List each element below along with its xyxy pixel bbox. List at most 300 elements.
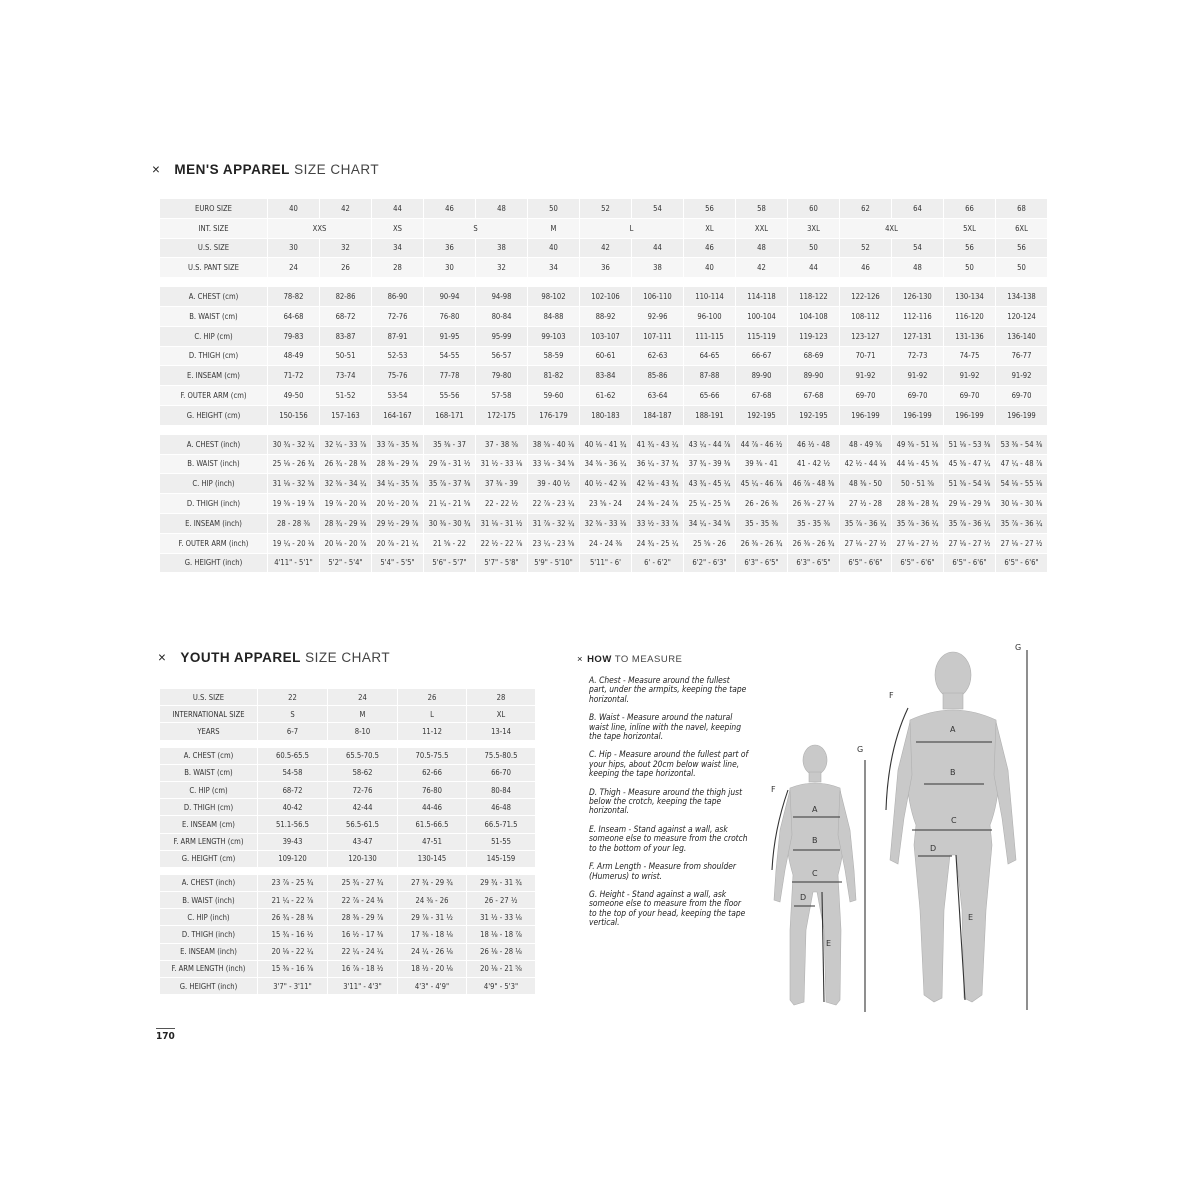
table-cell: 11-12 [398,723,467,740]
table-cell: 3'11" - 4'3" [328,978,398,995]
how-title-bold: HOW [587,654,612,665]
table-cell: 30 [268,239,320,259]
table-cell: 13-14 [467,723,536,740]
row-label: D. THIGH (inch) [160,926,258,943]
table-cell: 32 [476,258,528,278]
row-label: D. THIGH (cm) [160,799,258,816]
how-item-height: G. Height - Stand against a wall, ask someone else to measure from the floor to the top of your head, keeping the tape vertical. [589,888,746,928]
table-cell: 115-119 [736,327,788,347]
table-cell: 172-175 [476,406,528,426]
table-cell: 94-98 [476,287,528,307]
table-cell: 51 ⅝ - 54 ⅛ [944,474,996,494]
table-cell: 60 [788,199,840,219]
row-label: A. CHEST (cm) [160,287,268,307]
table-row [160,406,1048,426]
table-cell: 48 [736,239,788,259]
close-icon: × [152,162,161,177]
table-cell: 26 ⅜ - 27 ⅛ [788,494,840,514]
table-cell: 49 ⅝ - 51 ⅛ [892,435,944,455]
table-cell: 28 - 28 ⅜ [268,514,320,534]
row-label: A. CHEST (cm) [160,748,258,765]
table-cell: 109-120 [258,851,328,868]
table-cell: 6'5" - 6'6" [892,554,944,574]
row-label: D. THIGH (inch) [160,494,268,514]
row-label: E. INSEAM (inch) [160,944,258,961]
table-row [160,706,536,723]
table-cell: 31 ½ - 33 ⅛ [467,909,536,926]
table-cell: 19 ¼ - 20 ⅛ [268,534,320,554]
svg-text:E: E [826,939,832,948]
table-cell: 26 - 26 ⅜ [736,494,788,514]
table-cell: 69-70 [840,386,892,406]
table-cell: 27 ⅛ - 27 ½ [996,534,1048,554]
table-cell: 6'5" - 6'6" [944,554,996,574]
table-cell: 37 - 38 ⅝ [476,435,528,455]
table-cell: XL [467,706,536,723]
table-cell: 6XL [996,219,1048,239]
table-cell: 126-130 [892,287,944,307]
table-cell: 31 ⅞ - 32 ¼ [528,514,580,534]
table-cell: 15 ¾ - 16 ½ [258,926,328,943]
table-cell: 164-167 [372,406,424,426]
table-cell: 82-86 [320,287,372,307]
table-cell: 36 ¼ - 37 ¾ [632,455,684,475]
table-cell: 62-66 [398,765,467,782]
men-title-bold: MEN'S APPAREL [174,162,290,177]
table-cell: 59-60 [528,386,580,406]
table-cell: 61-62 [580,386,632,406]
table-cell: 53-54 [372,386,424,406]
table-cell: 30 ¾ - 32 ¼ [268,435,320,455]
table-cell: 80-84 [467,782,536,799]
table-cell: 130-145 [398,851,467,868]
svg-text:G: G [857,745,864,754]
table-cell: 120-124 [996,307,1048,327]
table-cell: 130-134 [944,287,996,307]
table-cell: 89-90 [788,366,840,386]
youth-size-chart-title [158,650,390,665]
table-cell: 5'6" - 5'7" [424,554,476,574]
table-cell: 23 ⅞ - 25 ¾ [258,875,328,892]
table-cell: 69-70 [892,386,944,406]
table-cell: 6'5" - 6'6" [996,554,1048,574]
row-label: U.S. PANT SIZE [160,258,268,278]
table-cell: 51-52 [320,386,372,406]
table-cell: 67-68 [736,386,788,406]
table-cell: 18 ½ - 20 ⅛ [398,961,467,978]
table-cell: 32 ⅝ - 33 ⅛ [580,514,632,534]
men-size-table [160,199,1048,573]
table-cell: 27 ¾ - 29 ¾ [398,875,467,892]
how-item-arm: F. Arm Length - Measure from shoulder (Humerus) to wrist. [589,861,737,881]
table-cell: 22 ⅞ - 23 ¼ [528,494,580,514]
table-cell: 30 ⅜ - 30 ¾ [424,514,476,534]
table-row [160,909,536,926]
table-cell: 34 ¼ - 35 ⅞ [372,474,424,494]
row-label: F. ARM LENGTH (inch) [160,961,258,978]
table-cell: 32 ¼ - 33 ⅞ [320,435,372,455]
table-row [160,961,536,978]
row-label: E. INSEAM (cm) [160,366,268,386]
table-cell: 35 ⅞ - 36 ¼ [996,514,1048,534]
table-cell: 66 [944,199,996,219]
how-item-waist: B. Waist - Measure around the natural waist line, inline with the navel, keeping the tape horizontal. [589,712,741,742]
table-cell: 62 [840,199,892,219]
youth-title-bold: YOUTH APPAREL [180,650,301,665]
table-cell: 86-90 [372,287,424,307]
table-cell: 46 ⅞ - 48 ⅜ [788,474,840,494]
table-cell: 26 ⅜ - 26 ¾ [788,534,840,554]
table-cell: 58-62 [328,765,398,782]
table-cell: 30 ⅛ - 30 ⅜ [996,494,1048,514]
table-cell: 145-159 [467,851,536,868]
adult-body-figure [890,652,1016,1002]
table-cell: 56 [996,239,1048,259]
table-cell: 192-195 [736,406,788,426]
table-cell: 56 [944,239,996,259]
table-cell: 99-103 [528,327,580,347]
table-row [160,875,536,892]
table-cell: 4'11" - 5'1" [268,554,320,574]
row-label: U.S. SIZE [160,239,268,259]
table-cell: 44-46 [398,799,467,816]
table-cell: 6'5" - 6'6" [840,554,892,574]
row-label: B. WAIST (cm) [160,765,258,782]
row-label: B. WAIST (inch) [160,892,258,909]
table-cell: 87-91 [372,327,424,347]
table-cell: 6'2" - 6'3" [684,554,736,574]
table-cell: 68-69 [788,347,840,367]
table-cell: 48 [476,199,528,219]
table-row [160,534,1048,554]
table-cell: 66.5-71.5 [467,816,536,833]
table-cell: 188-191 [684,406,736,426]
table-cell: 74-75 [944,347,996,367]
table-row [160,258,1048,278]
table-cell: 69-70 [996,386,1048,406]
table-cell: 5'4" - 5'5" [372,554,424,574]
close-icon: × [577,654,584,665]
table-row [160,816,536,833]
table-cell: 91-92 [840,366,892,386]
table-cell: 24 ¼ - 26 ⅛ [398,944,467,961]
table-cell: S [424,219,528,239]
table-cell: 25 ¾ - 27 ¾ [328,875,398,892]
table-cell: 35 ⅞ - 36 ¼ [840,514,892,534]
svg-text:D: D [800,893,807,902]
table-cell: 48 - 49 ⅝ [840,435,892,455]
table-cell: 192-195 [788,406,840,426]
table-cell: 80-84 [476,307,528,327]
table-cell: 91-92 [996,366,1048,386]
table-cell: 34 [372,239,424,259]
table-cell: 21 ¼ - 22 ⅞ [258,892,328,909]
table-cell: 55-56 [424,386,476,406]
table-cell: 23 ⅝ - 24 [580,494,632,514]
table-cell: 66-70 [467,765,536,782]
table-cell: 73-74 [320,366,372,386]
table-cell: 38 [476,239,528,259]
youth-size-table [160,689,536,995]
row-label: A. CHEST (inch) [160,435,268,455]
table-row [160,514,1048,534]
table-row [160,851,536,868]
row-label: E. INSEAM (inch) [160,514,268,534]
table-cell: 35 ⅞ - 36 ¼ [892,514,944,534]
table-cell: 51 ⅛ - 53 ⅜ [944,435,996,455]
table-cell: 134-138 [996,287,1048,307]
table-row [160,327,1048,347]
how-to-measure-title [577,654,682,665]
table-cell: 20 ½ - 20 ⅞ [372,494,424,514]
table-cell: XL [684,219,736,239]
table-cell: 40 [684,258,736,278]
how-item-inseam: E. Inseam - Stand against a wall, ask someone else to measure from the crotch to the bottom of your leg. [589,823,748,853]
table-cell: 47-51 [398,834,467,851]
table-cell: 32 ⅝ - 34 ¼ [320,474,372,494]
table-cell: 90-94 [424,287,476,307]
table-cell: 52-53 [372,347,424,367]
table-cell: 27 ⅛ - 27 ½ [944,534,996,554]
table-cell: 107-111 [632,327,684,347]
table-cell: 22 - 22 ½ [476,494,528,514]
table-cell: 50 [996,258,1048,278]
table-row [160,944,536,961]
table-cell: L [398,706,467,723]
table-cell: 6'3" - 6'5" [736,554,788,574]
table-cell: 20 ⅛ - 22 ¼ [258,944,328,961]
table-cell: 196-199 [840,406,892,426]
table-cell: 26 ⅛ - 28 ⅛ [467,944,536,961]
table-cell: 56 [684,199,736,219]
table-cell: 70.5-75.5 [398,748,467,765]
table-cell: 118-122 [788,287,840,307]
table-cell: 57-58 [476,386,528,406]
svg-text:B: B [812,836,818,845]
table-cell: 69-70 [944,386,996,406]
table-cell: 157-163 [320,406,372,426]
table-cell: 63-64 [632,386,684,406]
table-cell: 27 ½ - 28 [840,494,892,514]
table-cell: 91-95 [424,327,476,347]
table-cell: 24 [328,689,398,706]
table-cell: 48 [892,258,944,278]
table-cell: 89-90 [736,366,788,386]
table-cell: 79-80 [476,366,528,386]
table-cell: 36 [424,239,476,259]
table-row [160,834,536,851]
table-row [160,219,1048,239]
table-cell: 66-67 [736,347,788,367]
table-cell: 40-42 [258,799,328,816]
table-cell: 19 ⅞ - 20 ⅛ [320,494,372,514]
table-cell: 103-107 [580,327,632,347]
table-cell: 42 [320,199,372,219]
table-cell: 77-78 [424,366,476,386]
table-cell: 180-183 [580,406,632,426]
close-icon: × [158,650,167,665]
table-cell: 17 ⅜ - 18 ⅛ [398,926,467,943]
table-cell: L [580,219,684,239]
svg-text:E: E [968,913,974,922]
table-cell: 39 - 40 ½ [528,474,580,494]
table-cell: 56-57 [476,347,528,367]
table-cell: 42 ⅛ - 43 ¾ [632,474,684,494]
table-cell: 39 ⅜ - 41 [736,455,788,475]
table-cell: 44 ⅛ - 45 ⅝ [892,455,944,475]
table-cell: 36 [580,258,632,278]
table-cell: 40 [528,239,580,259]
table-cell: 65.5-70.5 [328,748,398,765]
page-number: 170 [156,1028,175,1042]
table-cell: XXL [736,219,788,239]
table-cell: 26 ⅜ - 26 ¾ [736,534,788,554]
table-cell: 29 ½ - 29 ⅞ [372,514,424,534]
table-cell: 54 [892,239,944,259]
table-cell: 24 ¾ - 25 ¼ [632,534,684,554]
how-item-hip: C. Hip - Measure around the fullest part of your hips, about 20cm below waist line, keeping the tape horizontal. [589,749,749,779]
table-cell: 68 [996,199,1048,219]
table-cell: 83-84 [580,366,632,386]
table-cell: 29 ⅞ - 31 ½ [398,909,467,926]
table-row [160,926,536,943]
row-label: EURO SIZE [160,199,268,219]
table-cell: 45 ¼ - 46 ⅞ [736,474,788,494]
table-cell: 114-118 [736,287,788,307]
table-cell: 29 ⅛ - 29 ⅝ [944,494,996,514]
table-cell: 67-68 [788,386,840,406]
table-cell: 50 [528,199,580,219]
table-cell: 33 ½ - 33 ⅞ [632,514,684,534]
row-label: B. WAIST (inch) [160,455,268,475]
table-cell: 20 ⅛ - 20 ⅞ [320,534,372,554]
table-cell: 34 ¼ - 34 ⅝ [684,514,736,534]
table-cell: 35 ⅞ - 37 ⅜ [424,474,476,494]
table-cell: 83-87 [320,327,372,347]
table-row [160,474,1048,494]
svg-text:C: C [951,816,957,825]
table-cell: 168-171 [424,406,476,426]
row-label: F. OUTER ARM (cm) [160,386,268,406]
row-label: F. OUTER ARM (inch) [160,534,268,554]
table-cell: 91-92 [944,366,996,386]
table-cell: 24 [268,258,320,278]
table-cell: 68-72 [320,307,372,327]
row-label: G. HEIGHT (inch) [160,978,258,995]
table-cell: 176-179 [528,406,580,426]
table-cell: 131-136 [944,327,996,347]
table-cell: 44 [788,258,840,278]
table-cell: 22 [258,689,328,706]
svg-text:F: F [771,785,776,794]
table-cell: 43 ¼ - 44 ⅞ [684,435,736,455]
how-title-light: TO MEASURE [614,654,683,665]
table-cell: 81-82 [528,366,580,386]
table-cell: 56.5-61.5 [328,816,398,833]
table-cell: 4XL [840,219,944,239]
row-label: F. ARM LENGTH (cm) [160,834,258,851]
table-cell: 24 ⅜ - 26 [398,892,467,909]
table-cell: 49-50 [268,386,320,406]
table-row [160,978,536,995]
table-cell: 108-112 [840,307,892,327]
table-cell: 46 [424,199,476,219]
table-cell: 54 [632,199,684,219]
table-cell: 24 - 24 ⅜ [580,534,632,554]
table-cell: 42 [736,258,788,278]
table-cell: M [328,706,398,723]
table-cell: 24 ⅜ - 24 ⅞ [632,494,684,514]
table-cell: 196-199 [996,406,1048,426]
table-cell: 42 ½ - 44 ⅛ [840,455,892,475]
table-cell: 37 ⅜ - 39 [476,474,528,494]
table-cell: 43-47 [328,834,398,851]
table-cell: 30 [424,258,476,278]
table-cell: 26 ¾ - 28 ⅜ [258,909,328,926]
table-cell: M [528,219,580,239]
table-cell: 52 [580,199,632,219]
table-cell: 25 ⅝ - 26 [684,534,736,554]
table-cell: 28 ⅜ - 28 ¾ [892,494,944,514]
table-cell: 72-76 [372,307,424,327]
table-cell: 75.5-80.5 [467,748,536,765]
table-cell: 4'9" - 5'3" [467,978,536,995]
table-cell: 38 [632,258,684,278]
table-cell: 75-76 [372,366,424,386]
table-cell: 76-77 [996,347,1048,367]
table-cell: 35 - 35 ⅜ [788,514,840,534]
row-label: C. HIP (cm) [160,782,258,799]
table-cell: 51.1-56.5 [258,816,328,833]
table-cell: 196-199 [944,406,996,426]
table-cell: 60.5-65.5 [258,748,328,765]
table-cell: 40 ⅛ - 41 ¾ [580,435,632,455]
table-cell: 95-99 [476,327,528,347]
table-cell: 85-86 [632,366,684,386]
table-cell: 87-88 [684,366,736,386]
row-label: B. WAIST (cm) [160,307,268,327]
table-cell: 116-120 [944,307,996,327]
table-cell: 26 [320,258,372,278]
table-cell: 54 ⅛ - 55 ⅛ [996,474,1048,494]
table-cell: 26 ¾ - 28 ⅜ [320,455,372,475]
table-cell: 25 ⅛ - 26 ¾ [268,455,320,475]
table-row [160,689,536,706]
table-cell: 3'7" - 3'11" [258,978,328,995]
row-label: YEARS [160,723,258,740]
table-cell: 184-187 [632,406,684,426]
table-row [160,748,536,765]
table-cell: 54-55 [424,347,476,367]
table-row [160,723,536,740]
table-cell: 100-104 [736,307,788,327]
table-row [160,494,1048,514]
table-cell: 110-114 [684,287,736,307]
table-cell: 29 ⅞ - 31 ½ [424,455,476,475]
table-cell: 98-102 [528,287,580,307]
table-cell: 84-88 [528,307,580,327]
table-cell: 26 [398,689,467,706]
table-cell: 78-82 [268,287,320,307]
table-cell: 91-92 [892,366,944,386]
table-cell: 76-80 [424,307,476,327]
table-cell: XXS [268,219,372,239]
table-cell: 25 ¼ - 25 ⅝ [684,494,736,514]
table-cell: 60-61 [580,347,632,367]
how-item-chest: A. Chest - Measure around the fullest part, under the armpits, keeping the tape horizontal. [589,675,747,704]
table-cell: 92-96 [632,307,684,327]
table-cell: 23 ¼ - 23 ⅝ [528,534,580,554]
